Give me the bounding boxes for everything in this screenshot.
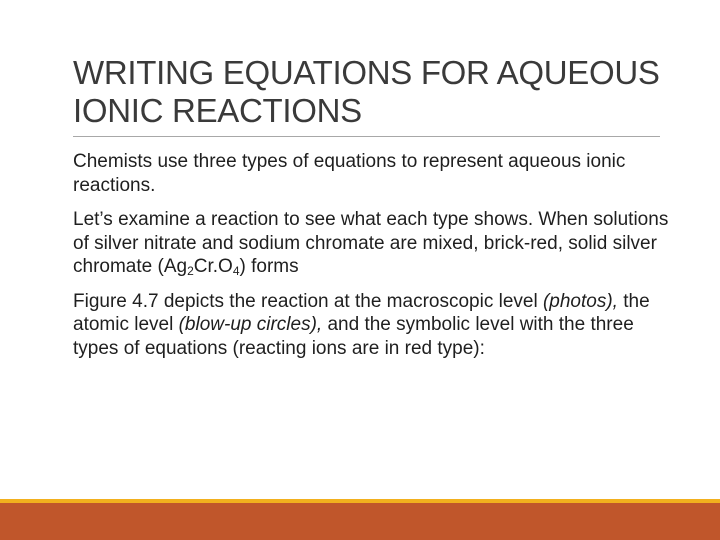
slide-title xyxy=(73,54,693,130)
paragraph-reaction-end: ) forms xyxy=(239,256,299,277)
formula-ag-subscript: 2 xyxy=(187,264,194,278)
footer-accent-bar-thick xyxy=(0,503,720,540)
slide-title-line-1: WRITING EQUATIONS FOR AQUEOUS xyxy=(73,54,660,91)
formula-cro: Cr.O xyxy=(193,256,233,277)
paragraph-reaction xyxy=(73,208,673,279)
paragraph-figure-italic-2: (blow-up circles), xyxy=(178,314,323,335)
paragraph-figure-italic-1: (photos), xyxy=(542,290,618,312)
paragraph-reaction-text: Let’s examine a reaction to see what each type shows. When solutions of silver nitrate and sodium chromate are mixed, brick-red, solid silver chromate ( xyxy=(73,209,669,277)
paragraph-intro: Chemists use three types of equations to represent aqueous ionic reactions. xyxy=(73,151,626,196)
formula-ag: Ag xyxy=(163,256,188,277)
paragraph-figure-part-2: the atomic level xyxy=(73,290,650,335)
title-divider xyxy=(73,136,660,137)
paragraph-figure xyxy=(73,290,673,361)
slide-body xyxy=(73,150,673,371)
slide-title-line-2: IONIC REACTIONS xyxy=(73,92,362,129)
formula-o-subscript: 4 xyxy=(232,264,240,278)
paragraph-figure-part-3: and the symbolic level with the three types of equations (reacting ions are in red type): xyxy=(73,314,634,359)
paragraph-figure-part-1: Figure 4.7 depicts the reaction at the macroscopic level xyxy=(73,290,543,312)
